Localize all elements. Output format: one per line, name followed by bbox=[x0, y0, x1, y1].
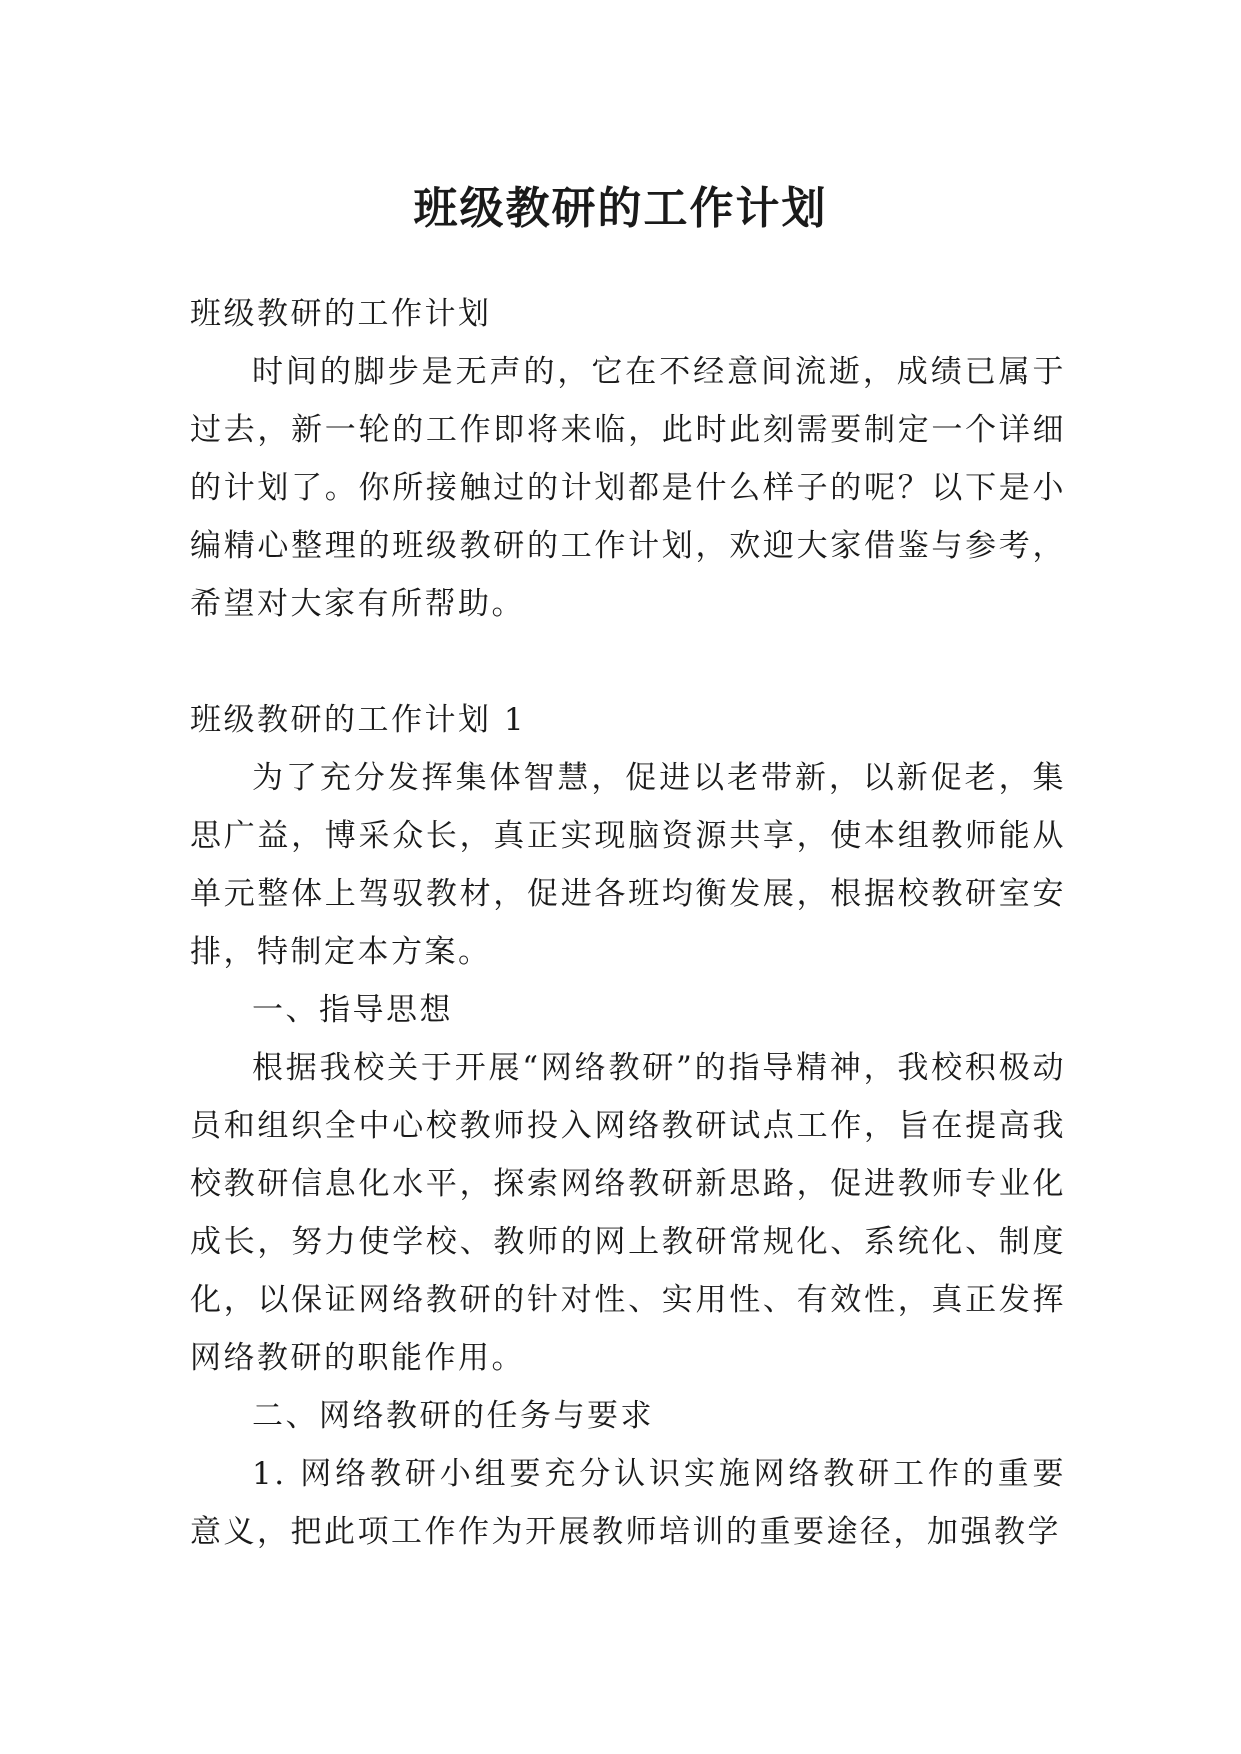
plan-1-heading: 班级教研的工作计划 1 bbox=[190, 702, 527, 738]
plan-1-intro-paragraph: 为了充分发挥集体智慧，促进以老带新，以新促老，集思广益，博采众长，真正实现脑资源共享，使本组教师能从单元整体上驾驭教材，促进各班均衡发展，根据校教研室安排，特制定本方案。 bbox=[190, 760, 1066, 970]
document-title: 班级教研的工作计划 bbox=[413, 183, 828, 235]
guiding-thought-heading: 一、指导思想 bbox=[252, 992, 453, 1028]
tasks-heading: 二、网络教研的任务与要求 bbox=[252, 1398, 654, 1434]
guiding-thought-paragraph: 根据我校关于开展“网络教研”的指导精神，我校积极动员和组织全中心校教师投入网络教研试点工作，旨在提高我校教研信息化水平，探索网络教研新思路，促进教师专业化成长，努力使学校、教师的网上教研常规化、系统化、制度化，以保证网络教研的针对性、实用性、有效性，真正发挥网络教研的职能作用。 bbox=[190, 1050, 1066, 1376]
section-heading: 班级教研的工作计划 bbox=[190, 296, 492, 332]
document-body bbox=[190, 285, 1066, 1561]
tasks-item-1-paragraph: 1. 网络教研小组要充分认识实施网络教研工作的重要意义，把此项工作作为开展教师培训的重要途径，加强教学 bbox=[190, 1456, 1066, 1550]
intro-paragraph: 时间的脚步是无声的，它在不经意间流逝，成绩已属于过去，新一轮的工作即将来临，此时此刻需要制定一个详细的计划了。你所接触过的计划都是什么样子的呢？以下是小编精心整理的班级教研的工作计划，欢迎大家借鉴与参考，希望对大家有所帮助。 bbox=[190, 354, 1066, 622]
